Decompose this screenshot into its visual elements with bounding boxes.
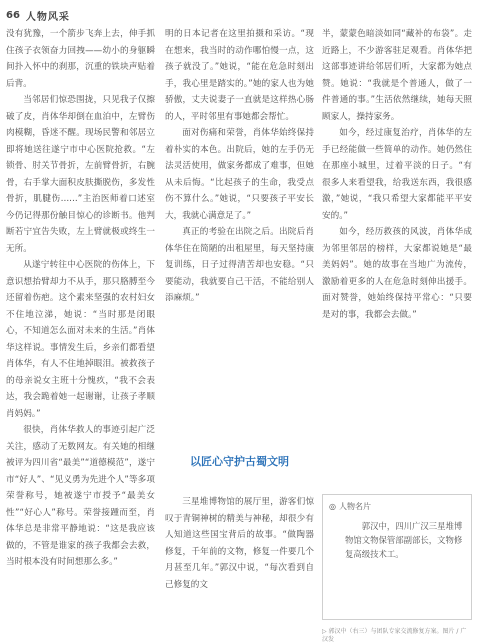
article-column-1 [6,26,155,571]
paragraph: 三星堆博物馆的展厅里，游客们惊叹于青铜神树的精美与神秘，却很少有人知道这些国宝背后的故事。“做陶器修复，千年前的文物，修复一件要几个月甚至几年。”郭汉中说，“每次看到自己修复的文 [165,497,314,590]
circle-icon: ◎ [329,502,336,511]
page-number: 66 [6,9,20,21]
paragraph: 如今，经过康复治疗，肖体华的左手已经能做一些简单的动作。她仍然住在那座小城里，过着平淡的日子。“有很多人来看望我，给我送东西，我很感激，”她说，“我只希望大家都能平平安安的。” [322,128,472,221]
profile-body: 郭汉中，四川广汉三星堆博物馆文物保管部副部长，文物修复高级技术工。 [345,521,463,559]
article-column-2 [165,26,314,307]
paragraph: 明的日本记者在这里拍摄和采访。“现在想来，我当时的动作哪怕慢一点，这孩子就没了。”她说，“能在危急时刻出手，我心里是踏实的。”她的家人也为她骄傲，丈夫说妻子一直就是这样热心肠的人，平时邻里有事她都会帮忙。 [165,29,314,122]
article-column-3 [322,26,472,323]
paragraph: 如今，经历救孩的风波，肖体华成为邻里邻居的榜样，大家都说她是“最美妈妈”。她的故事在当地广为流传，激励着更多的人在危急时刻伸出援手。面对赞誉，她始终保持平常心：“只要是对的事，我都会去做。” [322,227,472,320]
paragraph: 半，蒙蒙色暗淡如同“藏补的布袋”。走近路上，不少游客驻足观看。肖体华把这部事迹讲给邻居们听，大家都为她点赞。她说：“我就是个普通人，做了一件普通的事。”生活依然继续，她每天照顾家人，操持家务。 [322,29,472,122]
photo-caption: ▷ 郭汉中（右三）与团队专家交流修复方案。图片 / 广汉发 [322,628,467,643]
profile-title [329,501,371,512]
section-title: 人物风采 [25,11,70,23]
paragraph: 面对伤痛和荣誉，肖体华始终保持着朴实的本色。出院后，她的左手仍无法灵活使用，做家务都成了难事，但她从未后悔。“比起孩子的生命，我受点伤不算什么。”她说，“只要孩子平安长大，我就心满意足了。” [165,128,314,221]
paragraph: 很快，肖体华救人的事迹引起广泛关注，感动了无数网友。有关她的相继被评为四川省“最美”“道德模范”，遂宁市“好人”、“见义勇为先进个人”等多项荣誉称号，她被遂宁市授予“最美女性”“好心人”称号。荣誉接踵而至，肖体华总是非常平静地说：“这是我应该做的，不管是谁家的孩子我都会去救，当时根本没有时间想那么多。” [6,425,155,567]
section-subheading: 以匠心守护古蜀文明 [190,455,289,468]
profile-box [322,494,472,620]
article-column-2-continued [165,494,314,593]
paragraph: 真正的考验在出院之后。出院后肖体华住在简陋的出租屋里，每天坚持康复训练，日子过得清苦却也安稳。“只要能动，我就要自己干活，不能给别人添麻烦。” [165,227,314,303]
paragraph: 当邻居们惊恐围拢，只见我子仅擦破了皮，肖体华却倒在血泊中，左臂伤肉模糊，昏迷不醒。现场民警和邻居立即将她送往遂宁市中心医院抢救。“左锁骨、肘关节骨折，左前臂骨折，右腕骨，右手掌大面积皮肤撕脱伤，多发性骨折，肌腱伤……”主治医师着口述室今仍记得那份触目惊心的诊断书。他判断若宁宜告失败，左上臂就极或终生一无所。 [6,95,155,254]
paragraph: 没有犹豫，一个箭步飞奔上去，伸手抓住孩子衣领奋力回拽——幼小的身躯瞬间扑入怀中的刹那，沉重的铁块声贴着后背。 [6,29,155,89]
paragraph: 从遂宁转往中心医院的伤体上，下意识想抬臂却力不从手，那只胳膊至今还留着伤疤。这个素来坚强的农村妇女不住地泣涕，她说：“当时那是闭眼心，不知道怎么面对未来的生活。”肖体华这样说。事情发生后，乡亲们都看望肖体华，有人不住地掉眼泪。被救孩子的母亲说女主班十分愧疚，“我不会表达，我会跪着她一起谢谢，让孩子孝顺肖妈妈。” [6,260,155,419]
page-header [6,8,70,22]
profile-title-text: 人物名片 [338,502,371,511]
